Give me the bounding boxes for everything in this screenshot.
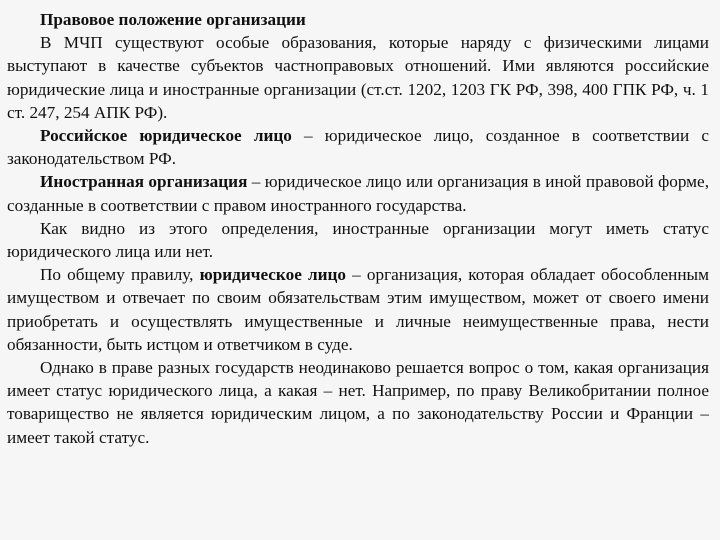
general-rule-lead: По общему правилу, (40, 265, 200, 285)
paragraph-intro: В МЧП существуют особые образования, которые наряду с физическими лицами выступают в качестве субъектов частноправовых отношений. Ими являются российские юридические лица и иностранные организации (ст.ст. 1202, 1203 ГК РФ, 398, 400 ГПК РФ, ч. 1 ст. 247, 254 АПК РФ). (7, 33, 709, 122)
paragraph-general-rule (7, 263, 709, 356)
definition-legal-entity: – организация, которая обладает обособленным имуществом и отвечает по своим обязательствам этим имуществом, может от своего имени приобретать и осуществлять имущественные и личные неимущественные права, нести обязанности, быть истцом и ответчиком в суде. (7, 265, 709, 354)
page-title: Правовое положение организации (40, 10, 306, 29)
paragraph-comparison: Однако в праве разных государств неодинаково решается вопрос о том, какая организация имеет статус юридического лица, а какая – нет. Например, по праву Великобритании полное товарищество не является юридическим лицом, а по законодательству России и Франции – имеет такой статус. (7, 358, 709, 447)
definition-russian-legal-entity: – юридическое лицо, созданное в соответствии с законодательством РФ. (7, 126, 709, 169)
text-block (7, 8, 709, 449)
definition-foreign-organization: – юридическое лицо или организация в иной правовой форме, созданные в соответствии с правом иностранного государства. (7, 172, 709, 215)
term-russian-legal-entity: Российское юридическое лицо (40, 126, 292, 146)
term-foreign-organization: Иностранная организация (40, 172, 248, 192)
paragraph-russian-legal-entity (7, 124, 709, 170)
paragraph-status: Как видно из этого определения, иностранные организации могут иметь статус юридического лица или нет. (7, 218, 709, 262)
term-legal-entity: юридическое лицо (199, 265, 347, 285)
paragraph-foreign-organization (7, 170, 709, 216)
